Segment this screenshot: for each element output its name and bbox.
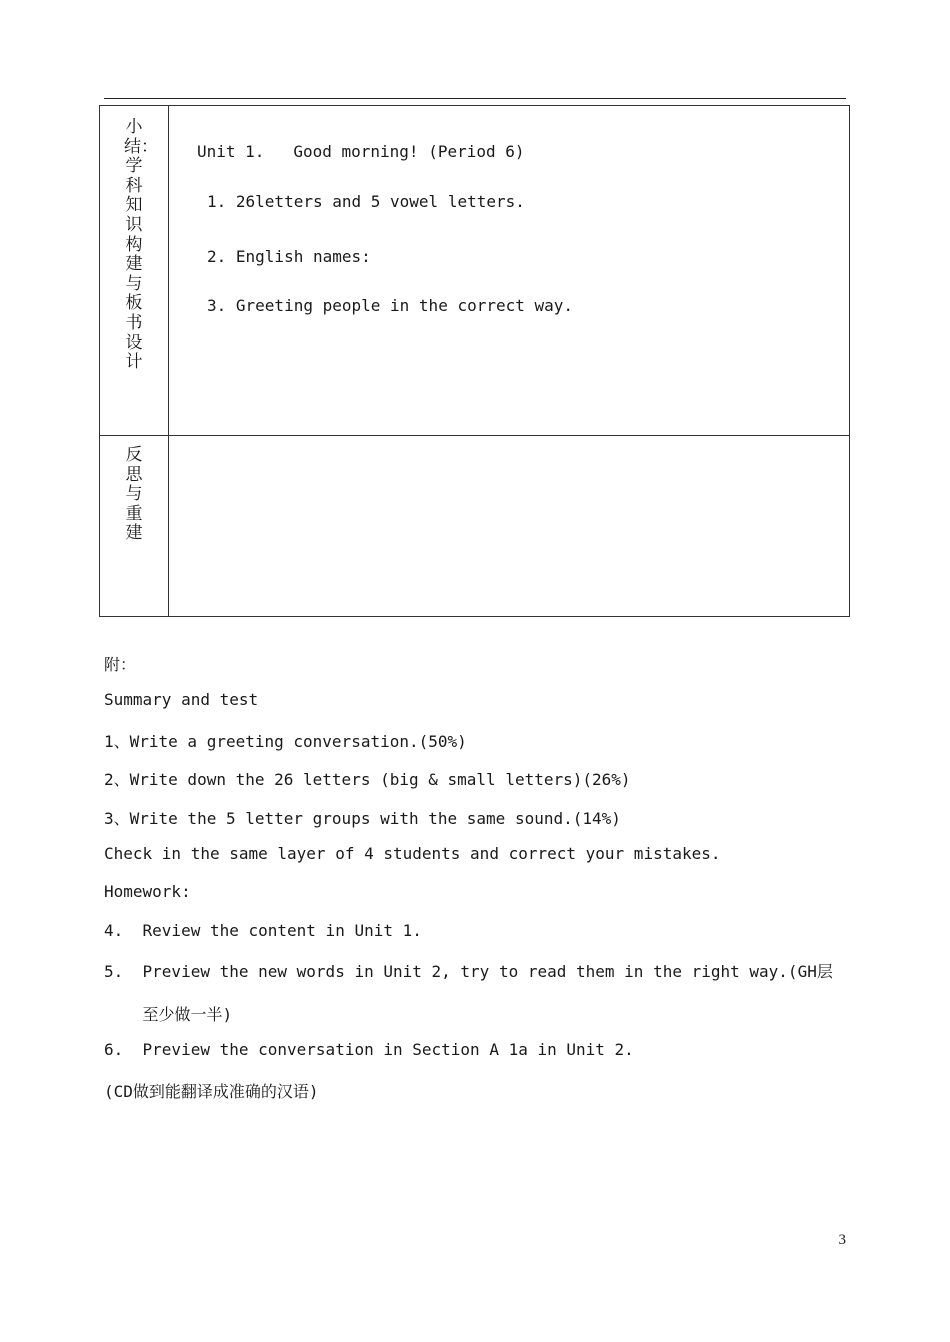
homework-item-5: 5. Preview the new words in Unit 2, try to read them in the right way.(GH层 [104, 962, 833, 981]
homework-item-4: 4. Review the content in Unit 1. [104, 921, 422, 940]
column-divider [168, 106, 169, 616]
lesson-table [99, 105, 850, 617]
test-item-1: 1、Write a greeting conversation.(50%) [104, 732, 467, 751]
unit-title: Unit 1. Good morning! (Period 6) [197, 142, 525, 161]
homework-item-6: 6. Preview the conversation in Section A 1a in Unit 2. [104, 1040, 634, 1059]
page-number: 3 [838, 1232, 846, 1248]
summary-point-3: 3. Greeting people in the correct way. [207, 296, 574, 315]
reflection-label: 反思与重建 [125, 445, 143, 544]
row-divider [100, 435, 849, 436]
test-item-2: 2、Write down the 26 letters (big & small letters)(26%) [104, 770, 631, 789]
summary-test-title: Summary and test [104, 690, 259, 709]
header-rule [104, 98, 846, 99]
homework-item-5-cont: 至少做一半) [104, 1005, 233, 1024]
check-instruction: Check in the same layer of 4 students and correct your mistakes. [104, 844, 721, 863]
summary-point-2: 2. English names: [207, 247, 371, 266]
summary-label: 小结：学科知识构建与板书设计 [124, 117, 158, 373]
appendix-heading: 附： [104, 655, 137, 674]
summary-point-1: 1. 26letters and 5 vowel letters. [207, 192, 525, 211]
test-item-3: 3、Write the 5 letter groups with the same sound.(14%) [104, 809, 621, 828]
cd-note: (CD做到能翻译成准确的汉语) [104, 1082, 319, 1101]
homework-heading: Homework: [104, 882, 191, 901]
